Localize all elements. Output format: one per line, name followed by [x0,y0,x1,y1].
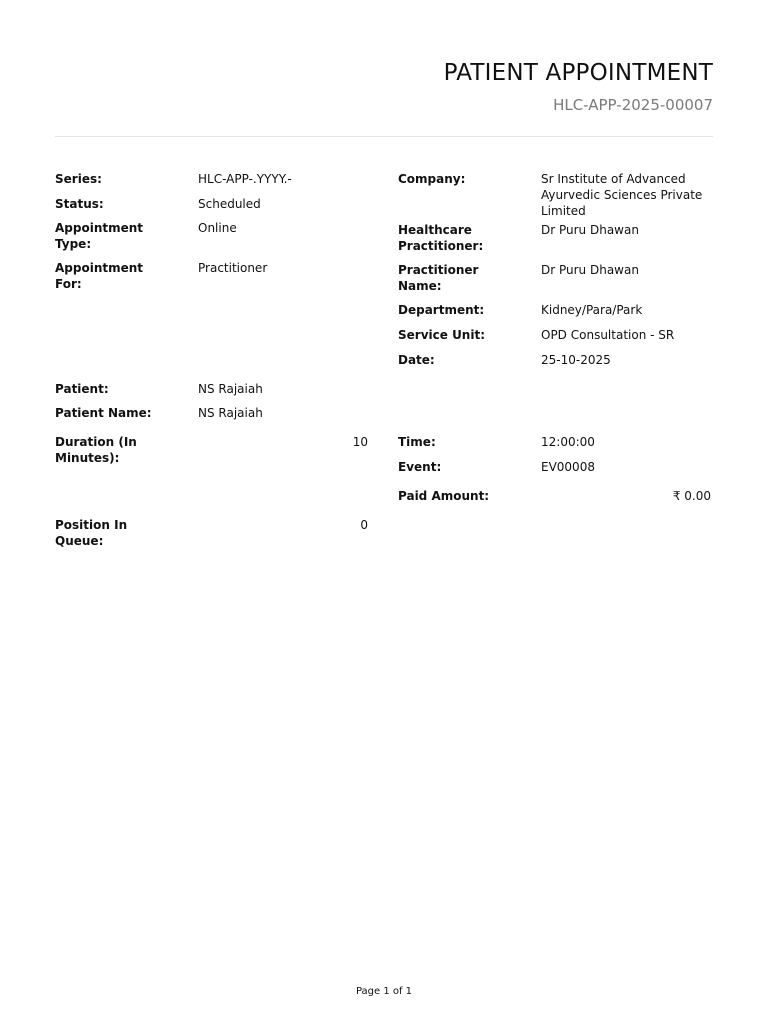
appointment-type-value: Online [198,221,237,235]
event-value: EV00008 [541,460,595,474]
paid-amount-label: Paid Amount: [398,489,490,503]
service-unit-label: Service Unit: [398,328,485,342]
healthcare-practitioner-value: Dr Puru Dhawan [541,223,639,237]
position-in-queue-label: Position In Queue: [55,518,128,548]
appointment-type-label: Appointment Type: [55,221,144,251]
service-unit-value: OPD Consultation - SR [541,328,675,342]
event-label: Event: [398,460,442,474]
company-label: Company: [398,172,466,186]
document-title: PATIENT APPOINTMENT [443,60,713,86]
patient-value: NS Rajaiah [198,382,263,396]
patient-label: Patient: [55,382,109,396]
patient-name-value: NS Rajaiah [198,406,263,420]
header-divider [55,136,713,137]
date-value: 25-10-2025 [541,353,611,367]
appointment-for-value: Practitioner [198,261,268,275]
time-label: Time: [398,435,436,449]
practitioner-name-value: Dr Puru Dhawan [541,263,639,277]
series-value: HLC-APP-.YYYY.- [198,172,292,186]
status-label: Status: [55,197,104,211]
company-value: Sr Institute of Advanced Ayurvedic Sciences Private Limited [541,172,703,218]
department-value: Kidney/Para/Park [541,303,643,317]
time-value: 12:00:00 [541,435,595,449]
practitioner-name-label: Practitioner Name: [398,263,479,293]
status-value: Scheduled [198,197,261,211]
paid-amount-value: ₹ 0.00 [672,489,711,503]
patient-name-label: Patient Name: [55,406,152,420]
appointment-for-label: Appointment For: [55,261,144,291]
date-label: Date: [398,353,435,367]
healthcare-practitioner-label: Healthcare Practitioner: [398,223,484,253]
document-number: HLC-APP-2025-00007 [553,96,713,114]
position-in-queue-value: 0 [360,518,368,532]
department-label: Department: [398,303,485,317]
page-number: Page 1 of 1 [355,986,413,997]
duration-label: Duration (In Minutes): [55,435,137,465]
duration-value: 10 [352,435,368,449]
series-label: Series: [55,172,102,186]
